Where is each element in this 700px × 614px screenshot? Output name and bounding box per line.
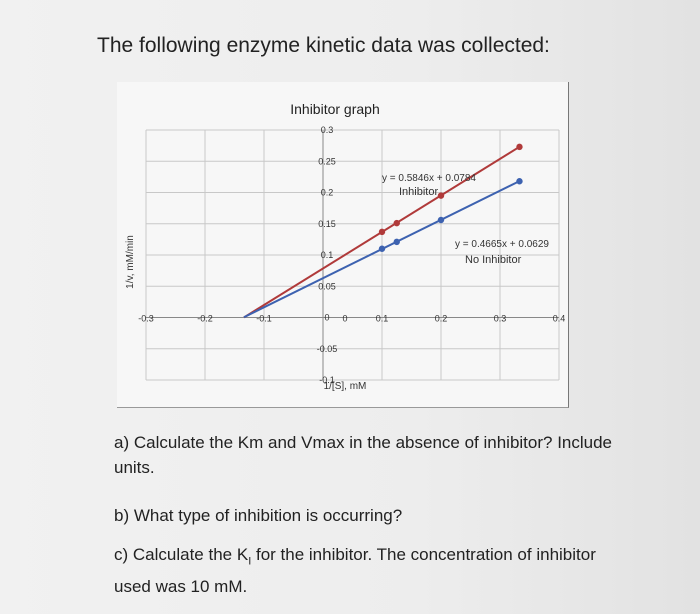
data-point-0-1 <box>394 220 400 226</box>
x-tick-label-3: 0 <box>342 313 348 324</box>
y-tick-label-0: -0.1 <box>319 375 335 385</box>
series-label-1: No Inhibitor <box>465 254 522 266</box>
y-tick-label-6: 0.2 <box>320 187 334 198</box>
data-point-0-3 <box>516 144 522 150</box>
y-tick-label-4: 0.1 <box>320 250 334 260</box>
x-tick-label-6: 0.3 <box>493 313 507 324</box>
question-c-start: c) Calculate the K <box>114 545 249 564</box>
x-tick-label-4: 0.1 <box>375 313 389 324</box>
question-c-subscript: I <box>248 555 252 568</box>
data-point-0-2 <box>438 192 444 198</box>
trendline-equation-1: y = 0.4665x + 0.0629 <box>455 239 549 250</box>
question-b: b) What type of inhibition is occurring? <box>114 506 403 525</box>
problem-heading: The following enzyme kinetic data was collected: <box>97 34 550 57</box>
inhibitor-chart <box>117 82 568 407</box>
data-point-1-2 <box>438 217 444 223</box>
data-point-1-0 <box>379 246 385 252</box>
question-a: a) Calculate the Km and Vmax in the absence of inhibitor? Include units. <box>114 433 613 477</box>
trendline-equation-0: y = 0.5846x + 0.0784 <box>382 173 476 184</box>
y-tick-label-3: 0.05 <box>318 281 336 292</box>
x-tick-label-1: -0.2 <box>197 313 213 324</box>
data-point-0-0 <box>379 229 385 235</box>
x-axis-label: 1/[S], mM <box>323 381 367 392</box>
chart-container <box>117 82 569 408</box>
data-point-1-3 <box>516 178 522 184</box>
series-label-0: Inhibitor <box>399 186 439 198</box>
x-tick-label-5: 0.2 <box>434 313 448 324</box>
y-tick-label-5: 0.15 <box>318 218 336 229</box>
question-c-end: for the inhibitor. The concentration of inhibitor used was 10 mM. <box>114 545 596 597</box>
x-tick-label-7: 0.4 <box>552 313 566 324</box>
x-tick-label-0: -0.3 <box>138 313 154 324</box>
data-point-1-1 <box>394 239 400 245</box>
y-axis-label: 1/v, mM/min <box>125 235 136 289</box>
y-tick-label-2: 0 <box>324 312 330 323</box>
chart-title: Inhibitor graph <box>290 101 380 117</box>
y-tick-label-7: 0.25 <box>318 156 336 167</box>
y-tick-label-8: 0.3 <box>320 125 334 135</box>
y-tick-label-1: -0.05 <box>316 343 338 354</box>
question-c <box>114 542 614 599</box>
x-tick-label-2: -0.1 <box>256 313 272 324</box>
